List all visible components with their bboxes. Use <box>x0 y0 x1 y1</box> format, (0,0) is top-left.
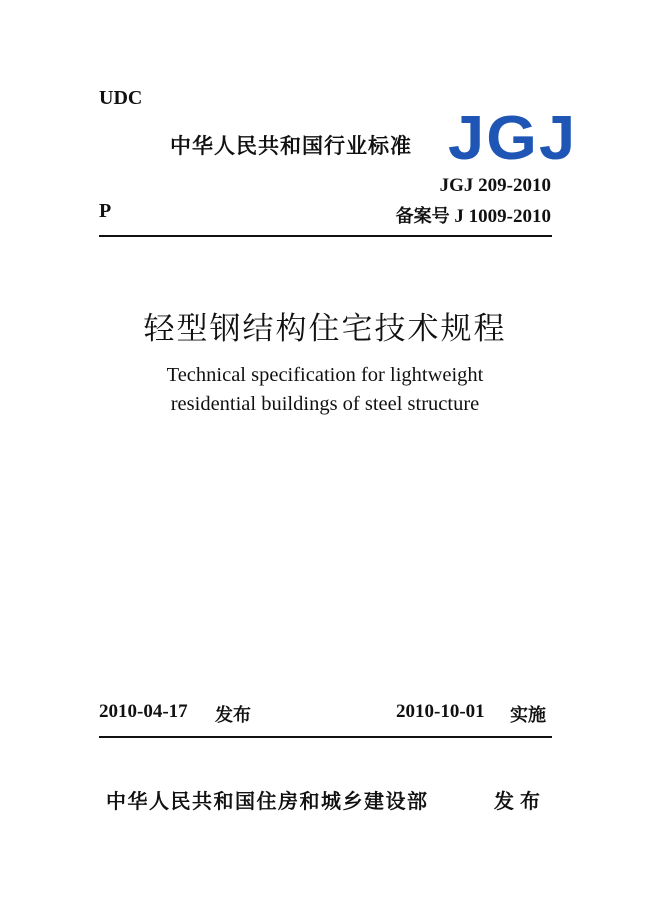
title-english-line1: Technical specification for lightweight <box>166 364 484 386</box>
header-divider <box>99 235 552 237</box>
udc-label: UDC <box>99 87 143 109</box>
record-number-line <box>396 202 551 228</box>
publisher-name: 中华人民共和国住房和城乡建设部 <box>106 789 429 813</box>
jgj-logo: JGJ <box>448 104 578 173</box>
industry-standard-heading: 中华人民共和国行业标准 <box>170 134 412 158</box>
title-chinese: 轻型钢结构住宅技术规程 <box>143 311 507 347</box>
issue-label: 发布 <box>215 705 251 726</box>
issue-date: 2010-04-17 <box>99 701 188 722</box>
record-label: 备案号 <box>395 206 450 227</box>
classification-code: P <box>99 200 112 222</box>
footer-divider <box>99 736 552 738</box>
implementation-label: 实施 <box>510 705 546 726</box>
record-number: J 1009-2010 <box>454 206 551 227</box>
title-english-line2: residential buildings of steel structure <box>170 393 480 415</box>
standard-number: JGJ 209-2010 <box>439 175 551 196</box>
implementation-date: 2010-10-01 <box>396 701 485 722</box>
publish-label: 发布 <box>494 789 546 813</box>
